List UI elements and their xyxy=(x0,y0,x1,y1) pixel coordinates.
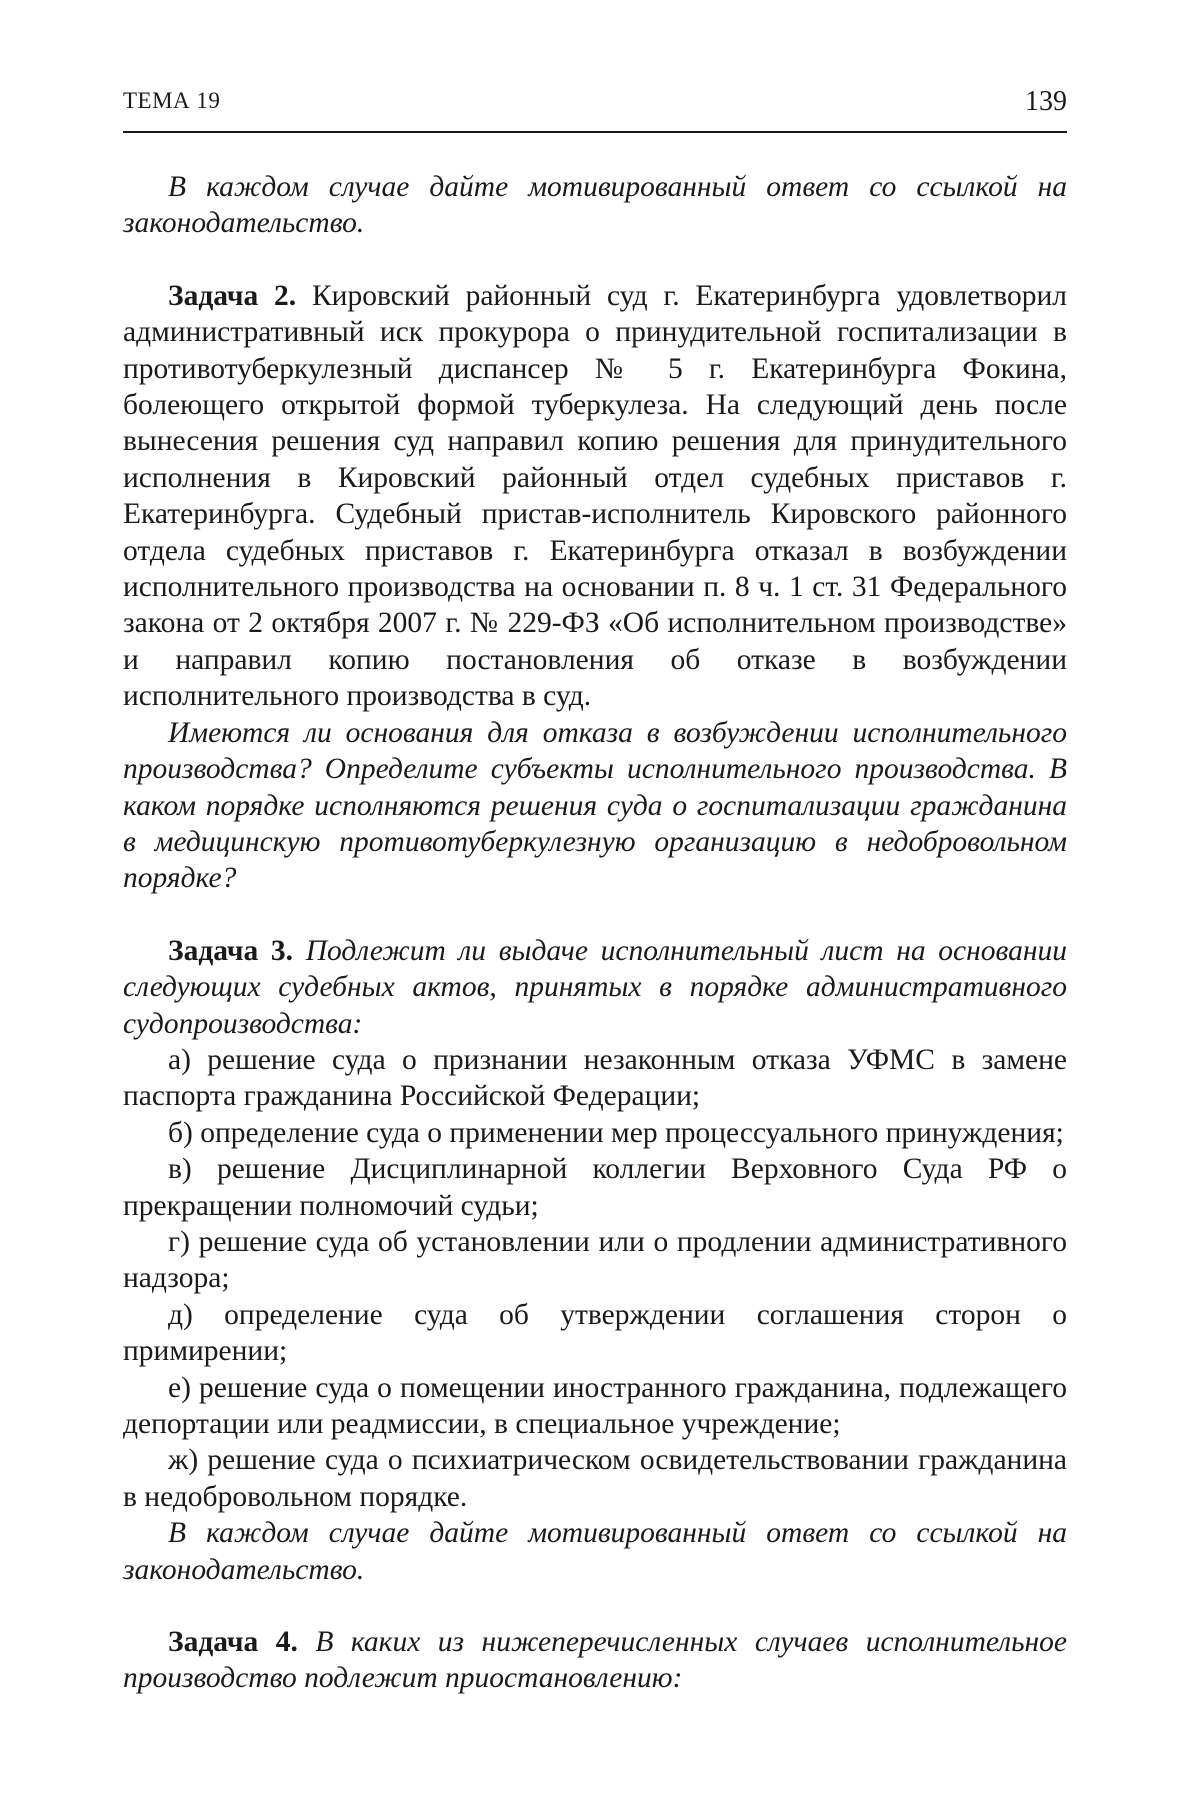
task-2-text: Кировский районный суд г. Екатеринбурга удовлетворил административный иск прокурора о принудительной госпитализации в противотуберкулезный диспансер № 5 г. Екатеринбурга Фокина, болеющего открытой формой туберкулеза. На следующий день после вынесения решения суд направил копию решения для принудительного исполнения в Кировский районный отдел судебных приставов г. Екатеринбурга. Судебный пристав-исполнитель Кировского районного отдела судебных приставов г. Екатеринбурга отказал в возбуждении исполнительного производства на основании п. 8 ч. 1 ст. 31 Федерального закона от 2 октября 2007 г. № 229-ФЗ «Об исполнительном производстве» и направил копию постановления об отказе в возбуждении исполнительного производства в суд. xyxy=(123,279,1067,713)
task-2-questions: Имеются ли основания для отказа в возбуждении исполнительного производства? Определите субъекты исполнительного производства. В каком порядке исполняются решения суда о госпитализации гражданина в медицинскую противотуберкулезную организацию в недобровольном порядке? xyxy=(123,716,1067,895)
task-3-item-v: в) решение Дисциплинарной коллегии Верховного Суда РФ о прекращении полномочий судьи; xyxy=(123,1153,1067,1222)
task-3-instruction: В каждом случае дайте мотивированный ответ со ссылкой на законодательство. xyxy=(123,1517,1067,1586)
document-body xyxy=(123,169,1067,1697)
task-3-item-d: д) определение суда об утверждении соглашения сторон о примирении; xyxy=(123,1298,1067,1368)
task-3-item-a: а) решение суда о признании незаконным отказа УФМС в замене паспорта гражданина Российской Федерации; xyxy=(123,1043,1067,1113)
task-3-paragraph xyxy=(123,933,1067,1042)
task-2-paragraph xyxy=(123,278,1067,715)
task-3-item-g: г) решение суда об установлении или о продлении административного надзора; xyxy=(123,1225,1067,1295)
task-3-question: Подлежит ли выдаче исполнительный лист на основании следующих судебных актов, принятых в порядке административного судопроизводства: xyxy=(123,934,1067,1040)
running-header xyxy=(123,0,1067,133)
running-title: ТЕМА 19 xyxy=(123,88,221,113)
task-3-item-zh: ж) решение суда о психиатрическом освидетельствовании гражданина в недобровольном порядке. xyxy=(123,1444,1067,1513)
task-3-label: Задача 3. xyxy=(168,934,294,967)
task-3-item-e: е) решение суда о помещении иностранного гражданина, подлежащего депортации или реадмиссии, в специальное учреждение; xyxy=(123,1371,1067,1440)
task-4-paragraph xyxy=(123,1624,1067,1697)
page-number: 139 xyxy=(1025,86,1067,117)
document-page xyxy=(123,0,1067,1697)
intro-instruction: В каждом случае дайте мотивированный ответ со ссылкой на законодательство. xyxy=(123,171,1067,240)
task-4-label: Задача 4. xyxy=(168,1626,298,1659)
task-4-question: В каких из нижеперечисленных случаев исполнительное производство подлежит приостановлению: xyxy=(123,1626,1067,1695)
task-2-label: Задача 2. xyxy=(168,279,297,312)
task-3-item-b: б) определение суда о применении мер процессуального принуждения; xyxy=(168,1116,1064,1149)
